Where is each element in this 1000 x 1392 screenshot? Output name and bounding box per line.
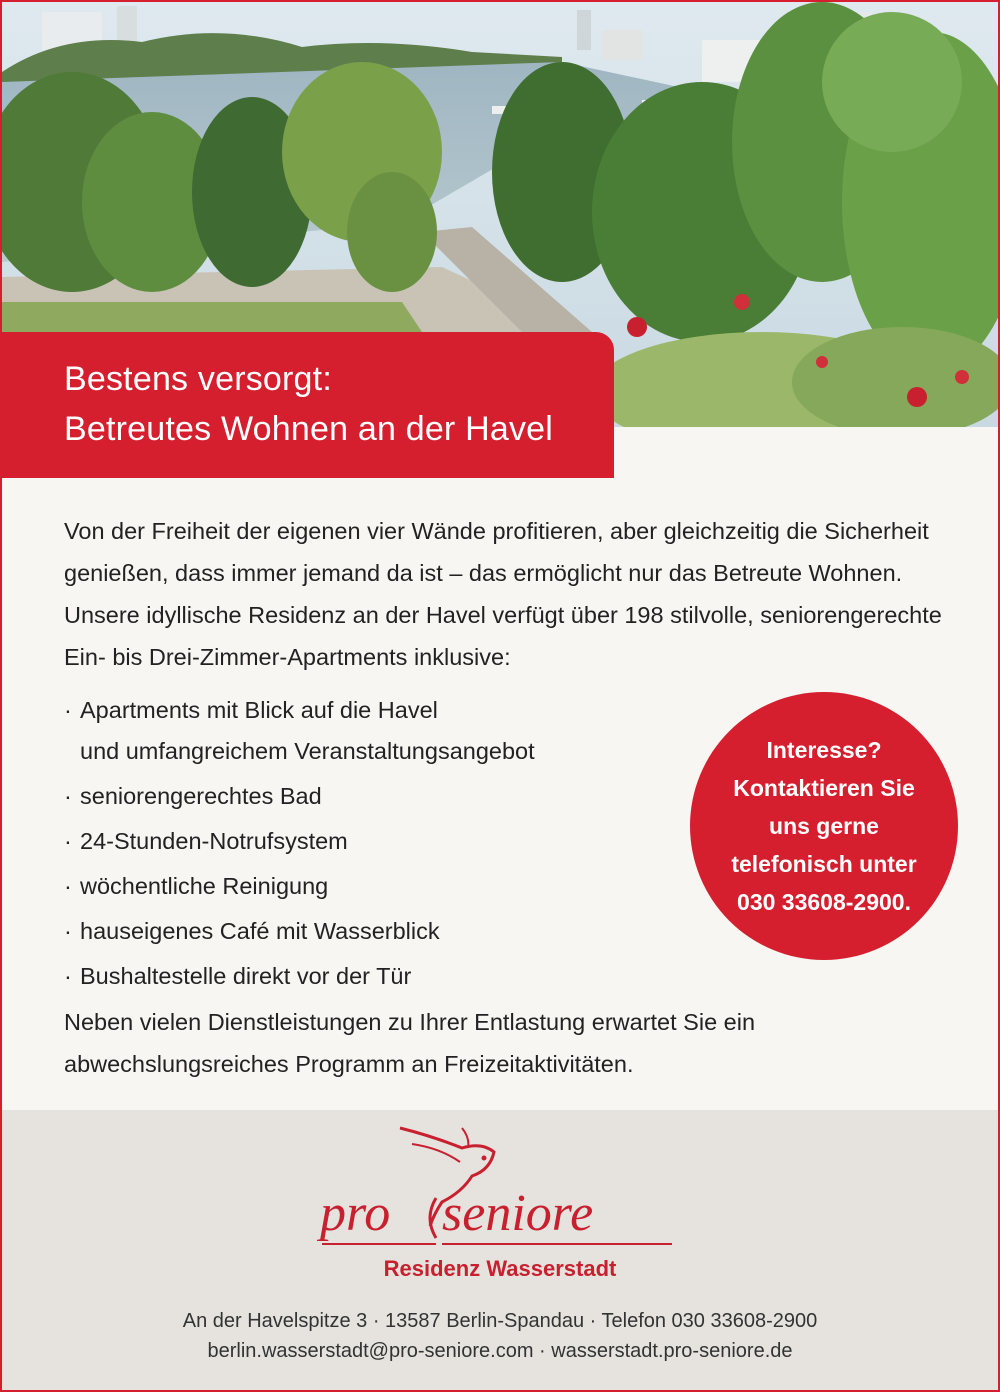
callout-line: telefonisch unter — [731, 851, 917, 877]
contact-callout-circle — [690, 692, 958, 960]
headline-line-1: Bestens versorgt: — [64, 360, 332, 398]
bullet-icon: · — [64, 697, 72, 723]
email-and-website: berlin.wasserstadt@pro-seniore.com · wasserstadt.pro-seniore.de — [207, 1340, 793, 1362]
callout-line: Interesse? — [766, 737, 882, 763]
feature-text: seniorengerechtes Bad — [80, 783, 322, 809]
feature-item — [64, 956, 944, 997]
feature-text: Apartments mit Blick auf die Havel — [80, 697, 438, 723]
intro-paragraph: Von der Freiheit der eigenen vier Wände profitieren, aber gleichzeitig die Sicherheit genießen, dass immer jemand da ist – das ermöglicht nur das Betreute Wohnen. Unsere idyllische Residenz an der Havel verfügt über 198 stilvolle, seniorengerechte Ein- bis Drei-Zimmer-Apartments inklusive: — [64, 518, 942, 670]
bullet-icon: · — [64, 918, 72, 944]
contact-block — [2, 1306, 998, 1366]
feature-text: wöchentliche Reinigung — [80, 873, 329, 899]
bullet-icon: · — [64, 828, 72, 854]
callout-line: Kontaktieren Sie — [733, 775, 915, 801]
postal-address: An der Havelspitze 3 · 13587 Berlin-Spandau · Telefon 030 33608-2900 — [182, 1310, 818, 1332]
pro-seniore-logo — [312, 1122, 692, 1252]
callout-line: uns gerne — [769, 813, 879, 839]
svg-text:seniore: seniore — [442, 1185, 594, 1242]
feature-text: hauseigenes Café mit Wasserblick — [80, 918, 440, 944]
feature-text: 24-Stunden-Notrufsystem — [80, 828, 348, 854]
feature-text-continued: und umfangreichem Veranstaltungsangebot — [80, 738, 535, 764]
bullet-icon: · — [64, 783, 72, 809]
outro-paragraph: Neben vielen Dienstleistungen zu Ihrer Entlastung erwartet Sie ein abwechslungsreiches Programm an Freizeitaktivitäten. — [64, 1009, 756, 1077]
headline-box — [2, 332, 614, 478]
headline-line-2: Betreutes Wohnen an der Havel — [64, 410, 554, 448]
bullet-icon: · — [64, 873, 72, 899]
footer — [2, 1110, 998, 1390]
svg-text:pro: pro — [320, 1185, 391, 1242]
feature-text: Bushaltestelle direkt vor der Tür — [80, 963, 412, 989]
bullet-icon: · — [64, 963, 72, 989]
residence-name: Residenz Wasserstadt — [383, 1256, 617, 1281]
callout-phone: 030 33608-2900. — [737, 889, 911, 915]
